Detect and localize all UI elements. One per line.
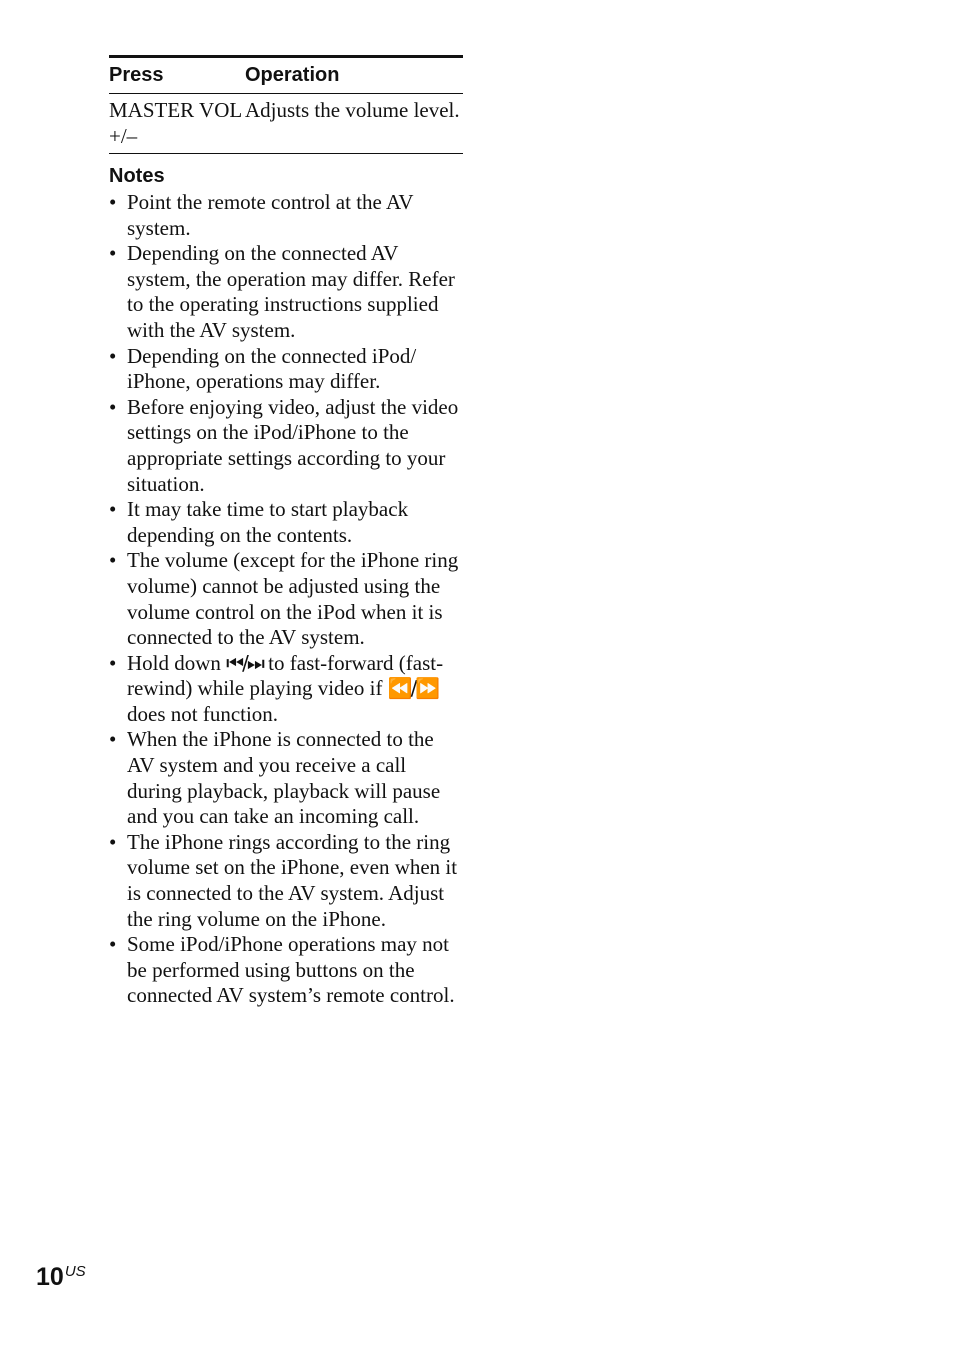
note-text-post: does not function. [127, 701, 279, 726]
main-column [109, 55, 463, 1009]
list-item: • Depending on the connected AV system, the operation may differ. Refer to the operating instructions supplied with the AV system. [109, 241, 463, 343]
press-cell: MASTER VOL +/– [109, 98, 242, 148]
notes-list [109, 190, 463, 1009]
rewind-fastforward-icon: ⏪/⏩ [387, 676, 439, 701]
notes-heading: Notes [109, 165, 165, 187]
page-number-value: 10 [36, 1263, 64, 1291]
operation-cell: Adjusts the volume level. [245, 98, 460, 122]
press-column-header: Press [109, 57, 245, 94]
list-item: • Before enjoying video, adjust the video settings on the iPod/iPhone to the appropriate settings according to your situation. [109, 395, 463, 497]
list-item: • When the iPhone is connected to the AV system and you receive a call during playback, playback will pause and you can take an incoming call. [109, 727, 463, 829]
operation-column-header: Operation [245, 57, 463, 94]
list-item: • The iPhone rings according to the ring volume set on the iPhone, even when it is connected to the AV system. Adjust the ring volume on the iPhone. [109, 830, 463, 932]
list-item: • The volume (except for the iPhone ring volume) cannot be adjusted using the volume control on the iPod when it is connected to the AV system. [109, 548, 463, 650]
prev-next-track-icon: ⏮/⏭ [226, 650, 263, 675]
list-item: • Point the remote control at the AV system. [109, 190, 463, 241]
list-item [109, 651, 463, 728]
page-number [36, 1262, 86, 1296]
page-region-suffix: US [64, 1263, 86, 1280]
note-text-mid: to fast-forward (fast-rewind) while playing video if [127, 650, 444, 701]
table-row [109, 94, 463, 154]
list-item: • Some iPod/iPhone operations may not be performed using buttons on the connected AV system’s remote control. [109, 932, 463, 1009]
list-item: • It may take time to start playback depending on the contents. [109, 497, 463, 548]
table-header-row [109, 57, 463, 94]
note-text-pre: Hold down [127, 650, 221, 675]
operation-table [109, 55, 463, 154]
list-item: • Depending on the connected iPod/ iPhone, operations may differ. [109, 344, 463, 395]
